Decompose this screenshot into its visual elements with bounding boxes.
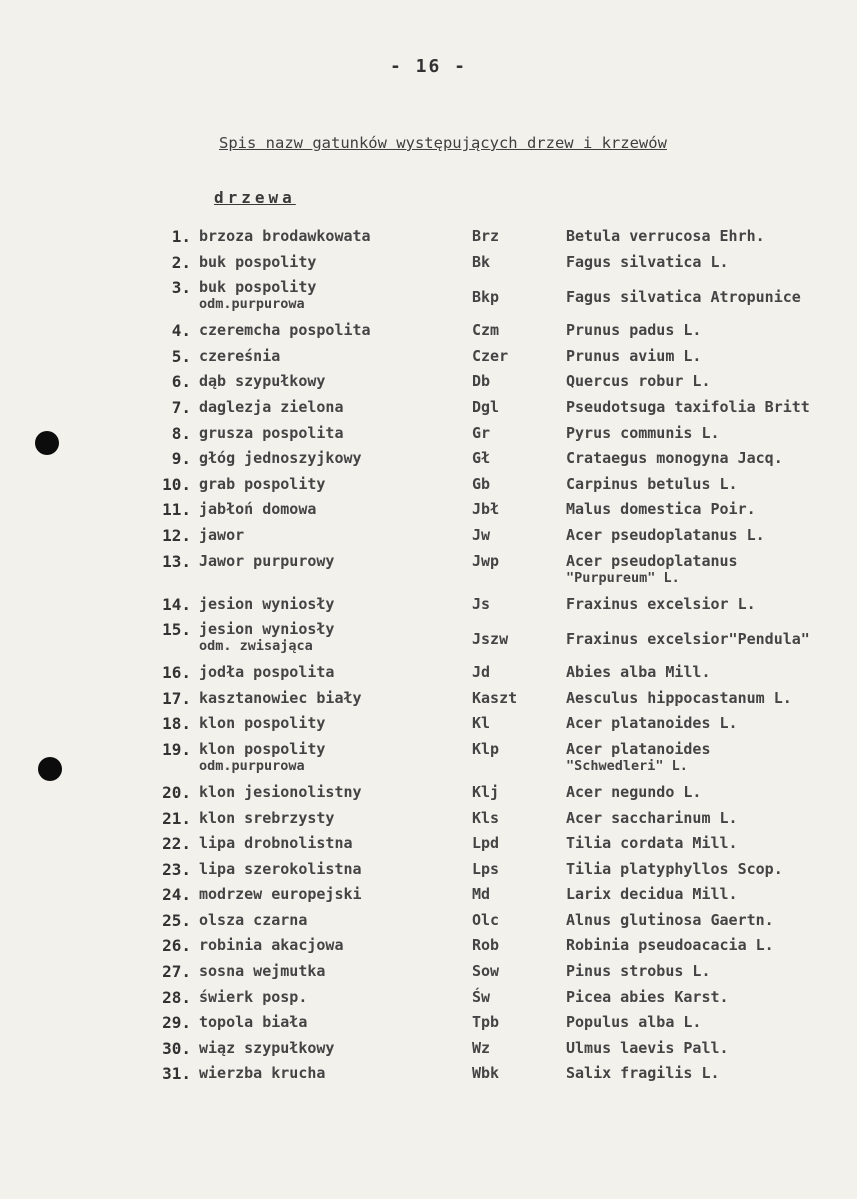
list-item (0, 501, 857, 527)
polish-name (199, 322, 371, 339)
abbreviation: Rob (472, 936, 500, 955)
latin-name (566, 631, 810, 648)
item-number: 1. (171, 227, 191, 246)
latin-name-line1: Crataegus monogyna Jacq. (566, 449, 783, 468)
list-item (0, 425, 857, 451)
latin-name-line1: Acer pseudoplatanus (566, 551, 738, 570)
polish-name-line1: buk pospolity (199, 252, 317, 271)
item-number: 12. (162, 525, 191, 545)
polish-name-line1: modrzew europejski (199, 885, 362, 904)
polish-name (199, 553, 334, 570)
list-item (0, 373, 857, 399)
polish-name (199, 1065, 325, 1082)
latin-name-line1: Acer platanoides L. (566, 714, 738, 733)
abbreviation: Jd (472, 663, 491, 682)
list-item (0, 1014, 857, 1040)
item-number: 6. (171, 372, 191, 392)
polish-name (199, 373, 325, 390)
latin-name-line1: Ulmus laevis Pall. (566, 1038, 729, 1057)
abbreviation: Wz (472, 1038, 491, 1057)
latin-name-line1: Fagus silvatica L. (566, 252, 729, 271)
polish-name-line2: odm. zwisająca (199, 638, 313, 655)
polish-name (199, 527, 244, 544)
latin-name-line1: Pinus strobus L. (566, 962, 711, 981)
abbreviation: Olc (472, 910, 500, 929)
item-number: 19. (162, 739, 191, 759)
latin-name-line1: Pseudotsuga taxifolia Britt (566, 397, 810, 416)
polish-name (199, 963, 325, 980)
latin-name-line1: Tilia platyphyllos Scop. (566, 859, 783, 878)
species-list (0, 228, 857, 1091)
latin-name (566, 715, 738, 732)
polish-name-line1: brzoza brodawkowata (199, 227, 371, 245)
list-item (0, 989, 857, 1015)
abbreviation: Gr (472, 423, 491, 442)
polish-name (199, 784, 362, 801)
latin-name (566, 784, 701, 801)
latin-name (566, 527, 765, 544)
list-item (0, 861, 857, 887)
item-number: 8. (171, 423, 191, 443)
polish-name (199, 912, 307, 929)
abbreviation: Js (472, 594, 491, 613)
polish-name-line1: topola biała (199, 1013, 308, 1032)
abbreviation: Brz (472, 227, 500, 245)
polish-name-line1: jawor (199, 525, 245, 544)
polish-name-line1: dąb szypułkowy (199, 372, 326, 391)
item-number: 26. (162, 936, 191, 956)
abbreviation: Wbk (472, 1064, 500, 1083)
latin-name-line1: Carpinus betulus L. (566, 474, 738, 493)
polish-name-line1: klon pospolity (199, 739, 326, 758)
polish-name-line1: jodła pospolita (199, 663, 335, 682)
latin-name (566, 741, 711, 774)
latin-name (566, 1065, 720, 1082)
abbreviation: Czer (472, 346, 509, 365)
polish-name (199, 228, 371, 245)
latin-name-line1: Tilia cordata Mill. (566, 834, 738, 853)
abbreviation: Gb (472, 474, 491, 493)
polish-name (199, 621, 334, 654)
latin-name-line1: Prunus padus L. (566, 321, 702, 340)
list-item (0, 254, 857, 280)
abbreviation: Gł (472, 449, 491, 468)
polish-name-line1: kasztanowiec biały (199, 688, 362, 707)
item-number: 7. (171, 397, 191, 417)
list-item (0, 784, 857, 810)
list-item (0, 228, 857, 254)
latin-name-line1: Acer pseudoplatanus L. (566, 525, 765, 544)
list-item (0, 937, 857, 963)
latin-name-line1: Picea abies Karst. (566, 987, 729, 1006)
polish-name (199, 425, 344, 442)
item-number: 27. (162, 962, 191, 982)
list-item (0, 810, 857, 836)
polish-name-line1: lipa drobnolistna (199, 834, 353, 853)
abbreviation: Czm (472, 321, 500, 340)
latin-name (566, 886, 738, 903)
list-item (0, 1065, 857, 1091)
polish-name (199, 690, 362, 707)
list-item (0, 450, 857, 476)
abbreviation: Jw (472, 525, 491, 544)
item-number: 3. (171, 278, 191, 298)
polish-name-line1: klon pospolity (199, 714, 326, 733)
polish-name-line1: sosna wejmutka (199, 962, 326, 981)
polish-name-line1: wiąz szypułkowy (199, 1038, 335, 1057)
list-item (0, 690, 857, 716)
polish-name-line1: czereśnia (199, 346, 281, 365)
latin-name-line1: Fraxinus excelsior"Pendula" (566, 630, 810, 649)
latin-name (566, 289, 801, 306)
list-item (0, 322, 857, 348)
abbreviation: Św (472, 987, 491, 1006)
list-item (0, 527, 857, 553)
abbreviation: Dgl (472, 397, 500, 416)
polish-name (199, 1014, 307, 1031)
polish-name (199, 348, 280, 365)
polish-name-line1: klon jesionolistny (199, 782, 362, 801)
latin-name-line1: Acer platanoides (566, 739, 711, 758)
latin-name-line1: Aesculus hippocastanum L. (566, 688, 792, 707)
list-item (0, 279, 857, 322)
latin-name (566, 690, 792, 707)
polish-name (199, 1040, 334, 1057)
list-item (0, 399, 857, 425)
abbreviation: Sow (472, 962, 500, 981)
item-number: 2. (171, 252, 191, 272)
polish-name-line1: Jawor purpurowy (199, 551, 335, 570)
latin-name (566, 501, 756, 518)
latin-name-line1: Fraxinus excelsior L. (566, 594, 756, 613)
abbreviation: Tpb (472, 1013, 500, 1032)
item-number: 18. (162, 714, 191, 734)
latin-name-line1: Acer saccharinum L. (566, 808, 738, 827)
latin-name-line1: Quercus robur L. (566, 372, 711, 391)
item-number: 9. (171, 449, 191, 469)
latin-name-line1: Salix fragilis L. (566, 1064, 720, 1083)
polish-name (199, 937, 344, 954)
latin-name (566, 596, 756, 613)
section-heading: drzewa (214, 188, 296, 207)
polish-name-line1: olsza czarna (199, 910, 308, 929)
latin-name (566, 450, 783, 467)
abbreviation: Lps (472, 859, 500, 878)
polish-name-line1: jabłoń domowa (199, 500, 317, 519)
item-number: 24. (162, 885, 191, 905)
item-number: 20. (162, 782, 191, 802)
latin-name-line1: Populus alba L. (566, 1013, 702, 1032)
latin-name (566, 425, 720, 442)
latin-name (566, 399, 810, 416)
latin-name (566, 254, 729, 271)
polish-name-line1: buk pospolity (199, 278, 317, 297)
abbreviation: Jbł (472, 500, 500, 519)
list-item (0, 741, 857, 784)
polish-name (199, 886, 362, 903)
item-number: 14. (162, 594, 191, 614)
polish-name (199, 989, 307, 1006)
polish-name-line1: robinia akacjowa (199, 936, 344, 955)
polish-name (199, 596, 334, 613)
latin-name-line1: Alnus glutinosa Gaertn. (566, 910, 774, 929)
item-number: 30. (162, 1038, 191, 1058)
list-item (0, 886, 857, 912)
latin-name (566, 835, 738, 852)
item-number: 16. (162, 663, 191, 683)
list-item (0, 348, 857, 374)
item-number: 31. (162, 1064, 191, 1084)
latin-name (566, 228, 765, 245)
item-number: 10. (162, 474, 191, 494)
polish-name-line1: lipa szerokolistna (199, 859, 362, 878)
item-number: 17. (162, 688, 191, 708)
abbreviation: Kaszt (472, 688, 518, 707)
polish-name-line1: klon srebrzysty (199, 808, 335, 827)
polish-name (199, 476, 325, 493)
item-number: 13. (162, 551, 191, 571)
latin-name-line1: Malus domestica Poir. (566, 500, 756, 519)
polish-name (199, 741, 325, 774)
polish-name (199, 279, 316, 312)
latin-name (566, 553, 738, 586)
latin-name-line1: Robinia pseudoacacia L. (566, 936, 774, 955)
polish-name-line1: grab pospolity (199, 474, 326, 493)
polish-name-line1: głóg jednoszyjkowy (199, 449, 362, 468)
abbreviation: Lpd (472, 834, 500, 853)
abbreviation: Md (472, 885, 491, 904)
polish-name-line1: jesion wyniosły (199, 620, 335, 639)
item-number: 25. (162, 910, 191, 930)
latin-name (566, 861, 783, 878)
polish-name (199, 715, 325, 732)
latin-name (566, 1014, 701, 1031)
abbreviation: Bkp (472, 288, 500, 307)
item-number: 11. (162, 500, 191, 520)
latin-name-line1: Betula verrucosa Ehrh. (566, 227, 765, 245)
polish-name (199, 861, 362, 878)
abbreviation: Kls (472, 808, 500, 827)
polish-name (199, 810, 334, 827)
list-item (0, 963, 857, 989)
polish-name-line2: odm.purpurowa (199, 296, 305, 313)
polish-name-line1: grusza pospolita (199, 423, 344, 442)
item-number: 22. (162, 834, 191, 854)
abbreviation: Bk (472, 252, 491, 271)
latin-name (566, 476, 738, 493)
latin-name-line1: Prunus avium L. (566, 346, 702, 365)
page-number: - 16 - (389, 56, 468, 77)
item-number: 4. (171, 321, 191, 341)
list-item (0, 596, 857, 622)
latin-name (566, 912, 774, 929)
polish-name (199, 501, 316, 518)
latin-name (566, 1040, 729, 1057)
latin-name (566, 963, 711, 980)
latin-name-line1: Pyrus communis L. (566, 423, 720, 442)
latin-name (566, 373, 711, 390)
polish-name-line1: jesion wyniosły (199, 594, 335, 613)
abbreviation: Kl (472, 714, 491, 733)
polish-name-line1: wierzba krucha (199, 1064, 326, 1083)
polish-name (199, 254, 316, 271)
latin-name (566, 989, 729, 1006)
item-number: 23. (162, 859, 191, 879)
abbreviation: Jwp (472, 551, 500, 570)
abbreviation: Klp (472, 739, 500, 758)
abbreviation: Jszw (472, 630, 509, 649)
list-item (0, 1040, 857, 1066)
list-item (0, 664, 857, 690)
page-title: Spis nazw gatunków występujących drzew i krzewów (219, 134, 667, 152)
item-number: 15. (162, 620, 191, 640)
polish-name-line1: daglezja zielona (199, 397, 344, 416)
list-item (0, 621, 857, 664)
abbreviation: Db (472, 372, 491, 391)
latin-name (566, 664, 711, 681)
list-item (0, 553, 857, 596)
polish-name (199, 450, 362, 467)
list-item (0, 835, 857, 861)
latin-name (566, 322, 701, 339)
polish-name (199, 835, 353, 852)
latin-name-line1: Abies alba Mill. (566, 663, 711, 682)
list-item (0, 715, 857, 741)
polish-name (199, 399, 344, 416)
latin-name-line2: "Purpureum" L. (566, 569, 680, 586)
item-number: 29. (162, 1013, 191, 1033)
latin-name-line2: "Schwedleri" L. (566, 757, 688, 774)
latin-name (566, 348, 701, 365)
latin-name (566, 937, 774, 954)
latin-name-line1: Acer negundo L. (566, 782, 702, 801)
list-item (0, 912, 857, 938)
item-number: 5. (171, 346, 191, 366)
polish-name-line1: czeremcha pospolita (199, 321, 371, 340)
polish-name-line2: odm.purpurowa (199, 757, 305, 774)
item-number: 28. (162, 987, 191, 1007)
latin-name (566, 810, 738, 827)
item-number: 21. (162, 808, 191, 828)
polish-name (199, 664, 334, 681)
latin-name-line1: Larix decidua Mill. (566, 885, 738, 904)
latin-name-line1: Fagus silvatica Atropunice (566, 288, 801, 307)
polish-name-line1: świerk posp. (199, 987, 308, 1006)
list-item (0, 476, 857, 502)
abbreviation: Klj (472, 782, 500, 801)
